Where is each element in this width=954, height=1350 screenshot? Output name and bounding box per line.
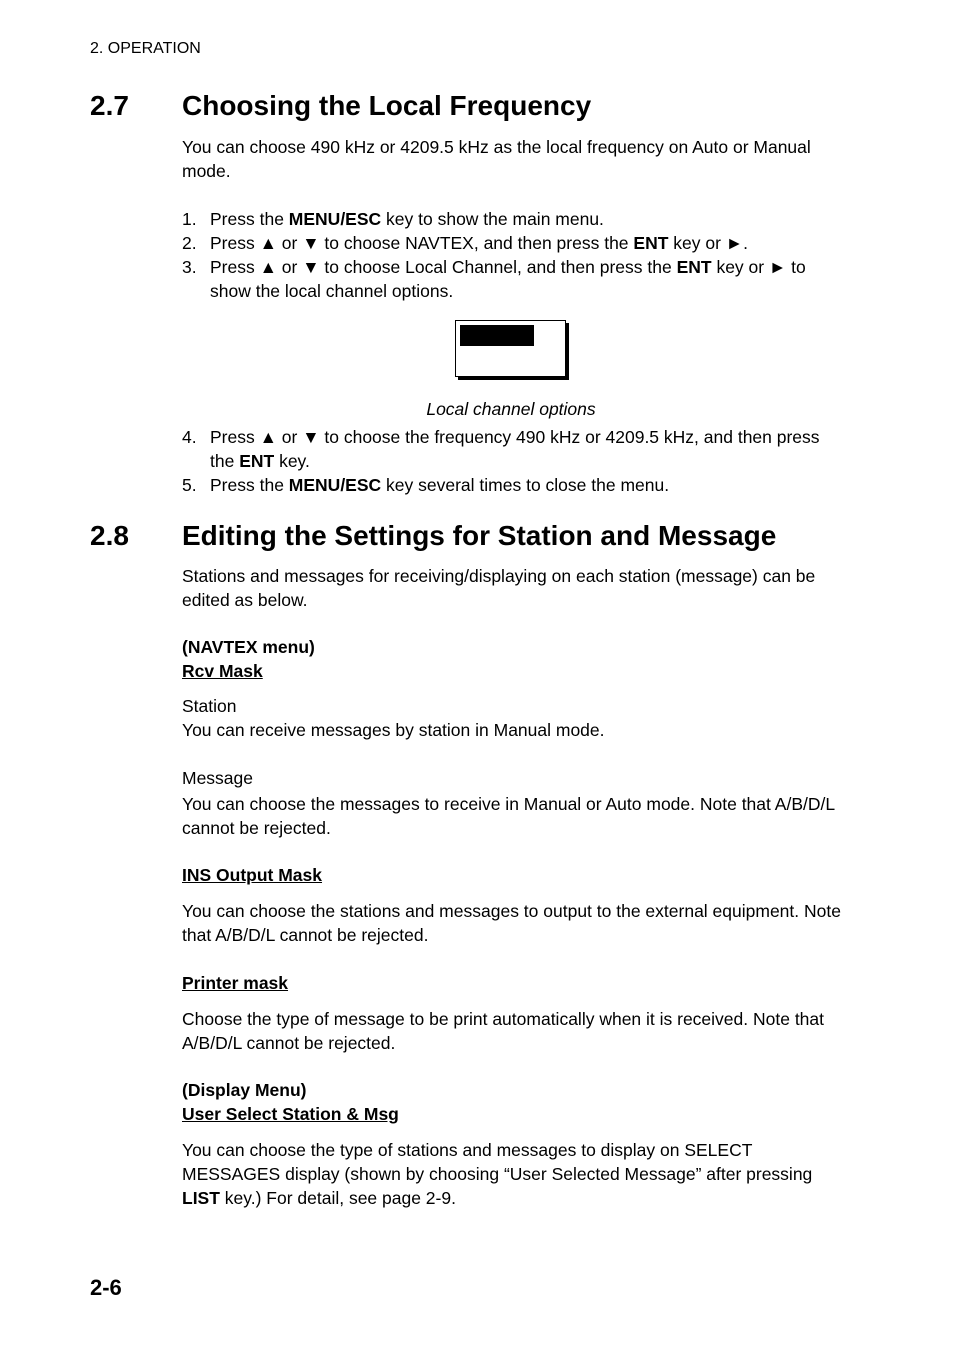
- page-number: 2-6: [90, 1275, 122, 1300]
- subheading-printer-mask: Printer mask: [182, 973, 289, 993]
- step-number: 1.: [182, 209, 197, 229]
- item-description: You can choose the messages to receive in Manual or Auto mode. Note that A/B/D/L cannot be rejected.: [182, 794, 835, 838]
- step-number: 4.: [182, 427, 197, 447]
- menu-heading: (Display Menu): [182, 1080, 307, 1100]
- item-label: Station: [182, 696, 237, 716]
- step-text: Press the MENU/ESC key to show the main menu.: [210, 209, 604, 229]
- subheading-user-select: User Select Station & Msg: [182, 1104, 399, 1124]
- step-number: 3.: [182, 257, 197, 277]
- step-number: 5.: [182, 475, 197, 495]
- step-text: Press ▲ or ▼ to choose the frequency 490 kHz or 4209.5 kHz, and then press the ENT key.: [210, 427, 820, 471]
- step-number: 2.: [182, 233, 197, 253]
- intro-paragraph: Stations and messages for receiving/displaying on each station (message) can be edited as below.: [182, 566, 816, 610]
- paragraph: You can choose the stations and messages to output to the external equipment. Note that A/B/D/L cannot be rejected.: [182, 901, 841, 945]
- subheading-ins-output-mask: INS Output Mask: [182, 865, 323, 885]
- section-title: Editing the Settings for Station and Message: [182, 520, 777, 551]
- selected-option-highlight: [460, 325, 534, 346]
- item-label: Message: [182, 768, 254, 788]
- paragraph: You can choose the type of stations and messages to display on SELECT MESSAGES display (shown by choosing “User Selected Message” after pressing LIST key.) For detail, see page 2-9.: [182, 1140, 813, 1208]
- step-text: Press the MENU/ESC key several times to close the menu.: [210, 475, 670, 495]
- section-title: Choosing the Local Frequency: [182, 90, 592, 121]
- local-channel-options-figure: [455, 320, 566, 377]
- menu-heading: (NAVTEX menu): [182, 637, 315, 657]
- intro-paragraph: You can choose 490 kHz or 4209.5 kHz as the local frequency on Auto or Manual mode.: [182, 137, 811, 181]
- paragraph: Choose the type of message to be print automatically when it is received. Note that A/B/D/L cannot be rejected.: [182, 1009, 825, 1053]
- figure-caption: Local channel options: [426, 399, 596, 419]
- subheading-rcv-mask: Rcv Mask: [182, 661, 263, 681]
- section-number: 2.8: [90, 520, 129, 551]
- step-text: Press ▲ or ▼ to choose NAVTEX, and then press the ENT key or ►.: [210, 233, 748, 253]
- running-header: 2. OPERATION: [90, 40, 201, 57]
- section-number: 2.7: [90, 90, 129, 121]
- item-description: You can receive messages by station in Manual mode.: [182, 720, 605, 740]
- step-text: Press ▲ or ▼ to choose Local Channel, and then press the ENT key or ► to show the local channel options.: [210, 257, 806, 301]
